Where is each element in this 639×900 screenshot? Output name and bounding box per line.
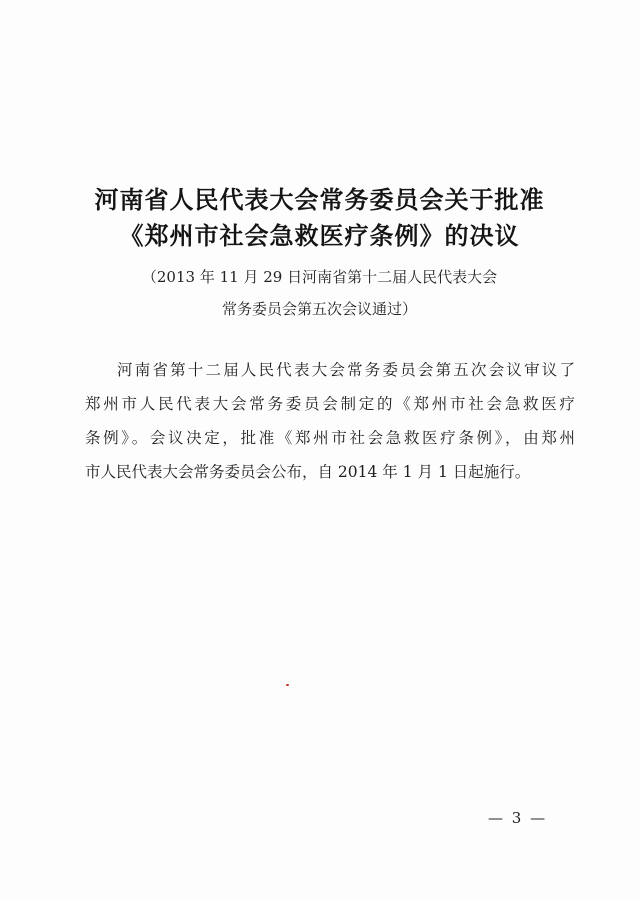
adoption-note-line-2: 常务委员会第五次会议通过） bbox=[221, 300, 417, 318]
body-paragraph-line: 郑州市人民代表大会常务委员会制定的《郑州市社会急救医疗 bbox=[85, 395, 575, 413]
body-paragraph-line: 河南省第十二届人民代表大会常务委员会第五次会议审议了 bbox=[117, 361, 575, 379]
page-number: — 3 — bbox=[488, 809, 548, 827]
body-paragraph-line: 条例》。会议决定，批准《郑州市社会急救医疗条例》，由郑州 bbox=[85, 429, 575, 447]
document-title-line-2: 《郑州市社会急救医疗条例》的决议 bbox=[119, 221, 520, 250]
adoption-note-line-1: （2013 年 11 月 29 日河南省第十二届人民代表大会 bbox=[141, 268, 498, 286]
document-title-line-1: 河南省人民代表大会常务委员会关于批准 bbox=[94, 185, 545, 214]
body-paragraph-line: 市人民代表大会常务委员会公布，自 2014 年 1 月 1 日起施行。 bbox=[85, 463, 531, 481]
scan-ink-mark bbox=[286, 684, 289, 686]
